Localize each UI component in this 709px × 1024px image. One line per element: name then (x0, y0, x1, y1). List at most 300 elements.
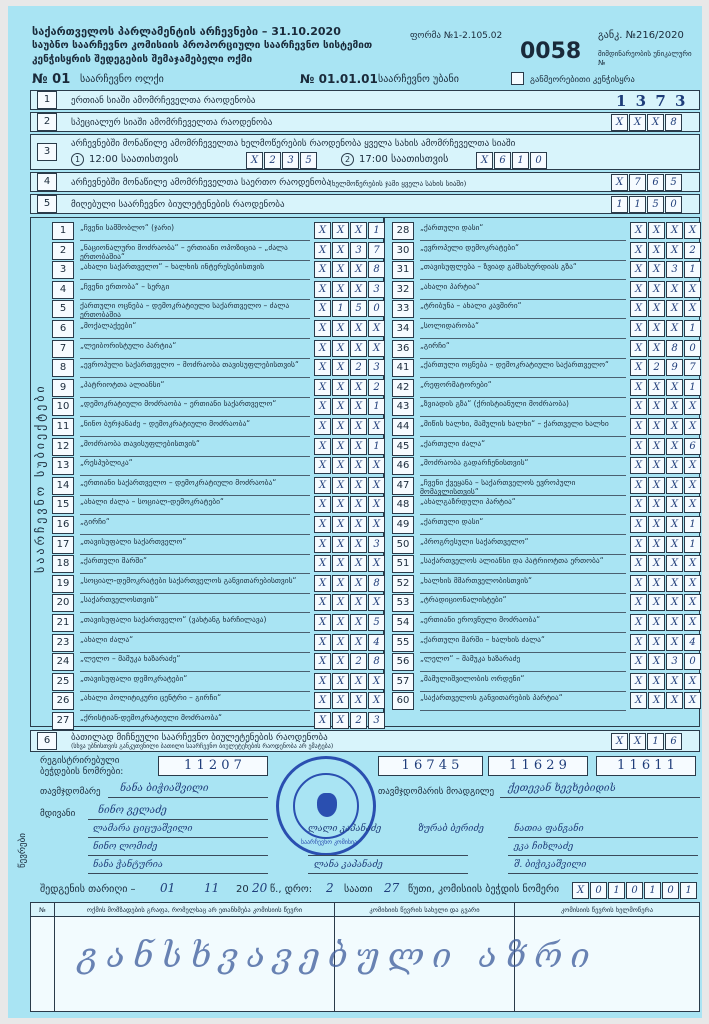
vote-cell[interactable]: 8 (666, 340, 683, 357)
vote-cell[interactable]: X (350, 340, 367, 357)
vote-cell[interactable]: 1 (368, 398, 385, 415)
vote-cell[interactable]: 8 (368, 261, 385, 278)
vote-cell[interactable]: 0 (684, 653, 701, 670)
vote-cell[interactable]: X (350, 536, 367, 553)
vote-cell[interactable]: X (666, 536, 683, 553)
vote-cell[interactable]: X (350, 438, 367, 455)
row-number: 6 (37, 732, 57, 750)
vote-cell[interactable]: X (648, 516, 665, 533)
vote-cell[interactable]: 1 (368, 222, 385, 239)
vote-cell[interactable]: X (630, 281, 647, 298)
party-vote-cells (314, 555, 386, 572)
vote-cell[interactable]: X (630, 320, 647, 337)
vote-cell[interactable]: X (350, 320, 367, 337)
vote-cell[interactable]: X (666, 222, 683, 239)
member-name: შ. ბიჭიკაშვილი (514, 860, 587, 870)
vote-cell[interactable]: X (648, 300, 665, 317)
vote-cell[interactable]: X (350, 634, 367, 651)
vote-cell[interactable]: 5 (368, 614, 385, 631)
vote-cell[interactable]: 2 (350, 653, 367, 670)
vote-cell[interactable]: X (630, 438, 647, 455)
emblem-icon (317, 793, 337, 817)
vote-cell[interactable]: 1 (368, 438, 385, 455)
row-divider (420, 299, 626, 300)
row-divider (420, 416, 626, 417)
vote-cell[interactable]: 1 (684, 536, 701, 553)
vote-cell[interactable]: 3 (368, 281, 385, 298)
vote-cell[interactable]: X (368, 496, 385, 513)
vote-cell[interactable]: X (648, 692, 665, 709)
vote-cell[interactable]: X (648, 614, 665, 631)
vote-cell[interactable]: X (314, 692, 331, 709)
vote-cell[interactable]: X (350, 555, 367, 572)
vote-cell[interactable]: X (332, 614, 349, 631)
row-divider (80, 358, 310, 359)
vote-cell[interactable]: X (666, 242, 683, 259)
vote-cell[interactable]: X (666, 516, 683, 533)
value-cell[interactable]: X (476, 152, 493, 169)
protocol-number: 0058 (520, 39, 582, 64)
vote-cell[interactable]: 2 (648, 359, 665, 376)
party-name: „საქართველოს განვითარების პარტია“ (420, 693, 563, 703)
vote-cell[interactable]: 9 (666, 359, 683, 376)
party-vote-cells (314, 614, 386, 631)
date-mid: წ., დრო: (270, 884, 313, 895)
value-cell[interactable]: 5 (647, 196, 664, 213)
vote-cell[interactable]: 7 (368, 242, 385, 259)
party-vote-cells (314, 340, 386, 357)
vote-cell[interactable]: X (630, 300, 647, 317)
vote-cell[interactable]: X (648, 594, 665, 611)
vote-cell[interactable]: X (314, 359, 331, 376)
empty-cell (31, 917, 55, 1012)
date-year[interactable]: 20 (252, 881, 268, 895)
vote-cell[interactable]: 0 (684, 340, 701, 357)
vote-cell[interactable]: X (630, 496, 647, 513)
vote-cell[interactable]: X (332, 379, 349, 396)
vote-cell[interactable]: X (350, 516, 367, 533)
vote-cell[interactable]: X (350, 398, 367, 415)
vote-cell[interactable]: 1 (332, 300, 349, 317)
vote-cell[interactable]: X (368, 477, 385, 494)
value-cell[interactable]: 1 (512, 152, 529, 169)
vote-cell[interactable]: X (684, 673, 701, 690)
vote-cell[interactable]: 8 (368, 575, 385, 592)
value-cell[interactable]: 7 (629, 174, 646, 191)
vote-cell[interactable]: X (314, 575, 331, 592)
vote-cell[interactable]: 4 (368, 634, 385, 651)
party-number: 33 (392, 300, 414, 318)
seal-cell[interactable]: 0 (590, 882, 607, 899)
vote-cell[interactable]: X (684, 477, 701, 494)
party-number: 9 (52, 379, 74, 397)
value-cell[interactable]: 8 (665, 114, 682, 131)
vote-cell[interactable]: X (314, 242, 331, 259)
row-divider (80, 534, 310, 535)
vote-cell[interactable]: 3 (368, 536, 385, 553)
party-vote-cells (630, 379, 702, 396)
vote-cell[interactable]: X (314, 261, 331, 278)
vote-cell[interactable]: 3 (350, 242, 367, 259)
time-hour[interactable]: 2 (326, 881, 334, 895)
vote-cell[interactable]: X (314, 222, 331, 239)
vote-cell[interactable]: X (666, 320, 683, 337)
vote-cell[interactable]: X (314, 712, 331, 729)
vote-cell[interactable]: X (630, 555, 647, 572)
vote-cell[interactable]: X (350, 457, 367, 474)
row-label-note: (ხელმოწერების ჯამი ყველა სახის სიაში) (329, 180, 467, 188)
vote-cell[interactable]: X (350, 477, 367, 494)
value-cell[interactable]: X (611, 114, 628, 131)
vote-cell[interactable]: X (332, 457, 349, 474)
vote-cell[interactable]: X (684, 614, 701, 631)
value-cell[interactable]: X (647, 114, 664, 131)
reg-numbers-label: რეგისტრირებული ბეჭდების ნომრები: (40, 756, 124, 777)
vote-cell[interactable]: X (648, 673, 665, 690)
vote-cell[interactable]: 5 (350, 300, 367, 317)
vote-cell[interactable]: X (368, 692, 385, 709)
value-cell[interactable]: 5 (300, 152, 317, 169)
vote-cell[interactable]: X (314, 340, 331, 357)
vote-cell[interactable]: X (332, 438, 349, 455)
vote-cell[interactable]: 1 (684, 320, 701, 337)
vote-cell[interactable]: X (666, 555, 683, 572)
vote-cell[interactable]: X (684, 222, 701, 239)
vote-cell[interactable]: 3 (368, 712, 385, 729)
value-cell[interactable]: X (611, 733, 628, 750)
seal-cell[interactable]: 0 (626, 882, 643, 899)
vote-cell[interactable]: 1 (684, 261, 701, 278)
value-cell[interactable]: X (246, 152, 263, 169)
value-cell[interactable]: 1 (611, 196, 628, 213)
vote-cell[interactable]: X (630, 594, 647, 611)
member-name: ლამარა ციცუაშვილი (93, 824, 193, 834)
vote-cell[interactable]: X (630, 359, 647, 376)
vote-cell[interactable]: X (332, 653, 349, 670)
vote-cell[interactable]: X (666, 398, 683, 415)
vote-cell[interactable]: X (666, 418, 683, 435)
vote-cell[interactable]: X (630, 634, 647, 651)
party-number: 26 (52, 692, 74, 710)
reg-number-2[interactable]: 1 6 7 4 5 (378, 756, 483, 776)
vote-cell[interactable]: X (684, 555, 701, 572)
row-label-note: (სხვა უბნისთვის განკუთვნილი ბათილი საარჩევნო ბიულეტენების რაოდენობა არ ემატება) (71, 743, 334, 750)
vote-cell[interactable]: X (332, 673, 349, 690)
vote-cell[interactable]: X (684, 281, 701, 298)
vote-cell[interactable]: X (332, 516, 349, 533)
vote-cell[interactable]: 3 (666, 261, 683, 278)
vote-cell[interactable]: X (314, 496, 331, 513)
vote-cell[interactable]: X (648, 575, 665, 592)
vote-cell[interactable]: X (314, 379, 331, 396)
vote-cell[interactable]: X (350, 418, 367, 435)
vote-cell[interactable]: X (684, 692, 701, 709)
vote-cell[interactable]: X (368, 418, 385, 435)
vote-cell[interactable]: X (666, 496, 683, 513)
vote-cell[interactable]: X (648, 261, 665, 278)
vote-cell[interactable]: X (648, 653, 665, 670)
row-divider (420, 436, 626, 437)
vote-cell[interactable]: 3 (368, 359, 385, 376)
row-divider (420, 573, 626, 574)
party-vote-cells (314, 594, 386, 611)
vote-cell[interactable]: X (630, 673, 647, 690)
vote-cell[interactable]: X (666, 575, 683, 592)
vote-cell[interactable]: X (332, 496, 349, 513)
vote-cell[interactable]: X (630, 614, 647, 631)
vote-cell[interactable]: X (332, 320, 349, 337)
time-minute[interactable]: 27 (384, 881, 400, 895)
vote-cell[interactable]: X (332, 242, 349, 259)
date-month[interactable]: 11 (204, 881, 220, 895)
vote-cell[interactable]: X (332, 477, 349, 494)
vote-cell[interactable]: X (630, 516, 647, 533)
party-vote-cells (630, 281, 702, 298)
vote-cell[interactable]: X (630, 653, 647, 670)
party-number: 17 (52, 536, 74, 554)
vote-cell[interactable]: X (350, 673, 367, 690)
vote-cell[interactable]: X (332, 555, 349, 572)
vote-cell[interactable]: X (684, 457, 701, 474)
vote-cell[interactable]: X (648, 222, 665, 239)
row-label: ბათილად მიჩნეული საარჩევნო ბიულეტენების რაოდენობა (71, 733, 328, 743)
vote-cell[interactable]: X (684, 575, 701, 592)
row-divider (420, 456, 626, 457)
seal-cell[interactable]: X (572, 882, 589, 899)
vote-cell[interactable]: X (630, 575, 647, 592)
vote-cell[interactable]: 2 (350, 712, 367, 729)
row-divider (80, 612, 310, 613)
vote-cell[interactable]: X (648, 281, 665, 298)
seal-cell[interactable]: 1 (680, 882, 697, 899)
value-cell[interactable]: 0 (665, 196, 682, 213)
vote-cell[interactable]: X (350, 614, 367, 631)
vote-cell[interactable]: X (648, 496, 665, 513)
vote-cell[interactable]: X (314, 516, 331, 533)
vote-cell[interactable]: X (350, 575, 367, 592)
vote-cell[interactable]: X (314, 594, 331, 611)
vote-cell[interactable]: X (314, 438, 331, 455)
vote-cell[interactable]: X (666, 438, 683, 455)
vote-cell[interactable]: X (666, 692, 683, 709)
vote-cell[interactable]: X (648, 536, 665, 553)
vote-cell[interactable]: X (648, 457, 665, 474)
vote-cell[interactable]: X (314, 418, 331, 435)
col-section-header: ოქმის მომზადების გრაფა, რომელსაც არ ეთანხმება კომისიის წევრი (55, 903, 335, 917)
vote-cell[interactable]: 8 (368, 653, 385, 670)
party-vote-cells (630, 634, 702, 651)
time-2-label: 17:00 საათისთვის (359, 154, 449, 165)
vote-cell[interactable]: X (666, 281, 683, 298)
vote-cell[interactable]: X (368, 673, 385, 690)
vote-cell[interactable]: 2 (368, 379, 385, 396)
vote-cell[interactable]: X (314, 673, 331, 690)
party-number: 44 (392, 418, 414, 436)
member-name: ზურაბ ბერიძე (418, 824, 484, 834)
vote-cell[interactable]: X (630, 242, 647, 259)
vote-cell[interactable]: X (350, 281, 367, 298)
vote-cell[interactable]: X (666, 457, 683, 474)
vote-cell[interactable]: X (350, 379, 367, 396)
value-cell[interactable]: 3 (282, 152, 299, 169)
vote-cell[interactable]: X (666, 477, 683, 494)
reg-number-1[interactable]: 1 1 2 0 7 (158, 756, 268, 776)
value-cell[interactable]: 0 (530, 152, 547, 169)
vote-cell[interactable]: X (684, 594, 701, 611)
vote-cell[interactable]: X (332, 594, 349, 611)
vote-cell[interactable]: X (648, 320, 665, 337)
vote-cell[interactable]: X (332, 634, 349, 651)
value-cell[interactable]: 5 (665, 174, 682, 191)
vote-cell[interactable]: X (332, 712, 349, 729)
vote-cell[interactable]: X (630, 477, 647, 494)
repeat-vote-checkbox[interactable] (511, 72, 524, 85)
vote-cell[interactable]: X (314, 300, 331, 317)
vote-cell[interactable]: X (332, 281, 349, 298)
reg-number-3[interactable]: 1 1 6 2 9 (488, 756, 588, 776)
vote-cell[interactable]: X (630, 536, 647, 553)
value-cell[interactable]: 1 (647, 733, 664, 750)
vote-cell[interactable]: X (350, 594, 367, 611)
vote-cell[interactable]: X (648, 379, 665, 396)
row-divider (420, 593, 626, 594)
vote-cell[interactable]: X (630, 457, 647, 474)
vote-cell[interactable]: 1 (684, 379, 701, 396)
party-vote-cells (630, 477, 702, 494)
vote-cell[interactable]: X (350, 692, 367, 709)
vote-cell[interactable]: X (648, 477, 665, 494)
value-cell[interactable]: 6 (494, 152, 511, 169)
vote-cell[interactable]: 1 (684, 516, 701, 533)
party-number: 55 (392, 634, 414, 652)
vote-cell[interactable]: X (648, 438, 665, 455)
vote-cell[interactable]: X (350, 261, 367, 278)
vote-cell[interactable]: X (684, 398, 701, 415)
vote-cell[interactable]: X (314, 653, 331, 670)
seal-cell[interactable]: 1 (644, 882, 661, 899)
vote-cell[interactable]: X (314, 555, 331, 572)
value-cell[interactable]: 6 (665, 733, 682, 750)
party-name: „ჩვენი ერთობა“ – სერგი (80, 281, 170, 291)
value-cell[interactable]: 1 (629, 196, 646, 213)
seal-cell[interactable]: 0 (662, 882, 679, 899)
vote-cell[interactable]: X (684, 300, 701, 317)
vote-cell[interactable]: X (332, 261, 349, 278)
party-name: „ტრიბუნა – ახალი კავშირი“ (420, 301, 522, 311)
vote-cell[interactable]: X (368, 594, 385, 611)
vote-cell[interactable]: X (368, 516, 385, 533)
party-name: „ნაციონალური მოძრაობა“ – ერთიანი ოპოზიცია – „ძალა ერთობაშია“ (80, 242, 288, 261)
vote-cell[interactable]: X (314, 457, 331, 474)
vote-cell[interactable]: X (332, 340, 349, 357)
vote-cell[interactable]: X (666, 300, 683, 317)
party-name: „ერთიანი ეროვნული მოძრაობა“ (420, 615, 541, 624)
party-name: „ლელო – მამუკა ხაზარაძე“ (80, 654, 181, 664)
vote-cell[interactable]: X (684, 418, 701, 435)
seal-cell[interactable]: 1 (608, 882, 625, 899)
vote-cell[interactable]: X (648, 340, 665, 357)
vote-cell[interactable]: X (332, 398, 349, 415)
vote-cell[interactable]: X (684, 496, 701, 513)
vote-cell[interactable]: X (332, 222, 349, 239)
party-number: 13 (52, 457, 74, 475)
vote-cell[interactable]: X (666, 594, 683, 611)
vote-cell[interactable]: X (332, 359, 349, 376)
vote-cell[interactable]: X (332, 536, 349, 553)
vote-cell[interactable]: X (630, 398, 647, 415)
vote-cell[interactable]: X (332, 692, 349, 709)
row-divider (420, 240, 626, 241)
subjects-side-label: საარჩევნო სუბიექტები (33, 383, 47, 573)
vote-cell[interactable]: X (630, 261, 647, 278)
vote-cell[interactable]: X (648, 555, 665, 572)
vote-cell[interactable]: X (666, 673, 683, 690)
vote-cell[interactable]: X (314, 398, 331, 415)
vote-cell[interactable]: X (648, 398, 665, 415)
vote-cell[interactable]: 0 (368, 300, 385, 317)
value-cell[interactable]: 2 (264, 152, 281, 169)
vote-cell[interactable]: X (314, 614, 331, 631)
row-divider (420, 632, 626, 633)
party-vote-cells (630, 261, 702, 278)
value-cell[interactable]: X (611, 174, 628, 191)
vote-cell[interactable]: X (314, 281, 331, 298)
vote-cell[interactable]: X (368, 340, 385, 357)
vote-cell[interactable]: X (314, 477, 331, 494)
vote-cell[interactable]: X (648, 242, 665, 259)
vote-cell[interactable]: X (332, 575, 349, 592)
vote-cell[interactable]: X (314, 320, 331, 337)
vote-cell[interactable]: X (666, 614, 683, 631)
vote-cell[interactable]: X (314, 536, 331, 553)
vote-cell[interactable]: 4 (684, 634, 701, 651)
party-name: „გირჩი“ (420, 340, 450, 350)
row-number: 4 (37, 173, 57, 191)
value-cell[interactable]: 6 (647, 174, 664, 191)
row-divider (80, 554, 310, 555)
vote-cell[interactable]: X (648, 418, 665, 435)
vote-cell[interactable]: X (368, 555, 385, 572)
vote-cell[interactable]: X (630, 340, 647, 357)
vote-cell[interactable]: X (666, 634, 683, 651)
vote-cell[interactable]: X (314, 634, 331, 651)
party-number: 51 (392, 555, 414, 573)
vote-cell[interactable]: X (368, 320, 385, 337)
vote-cell[interactable]: 2 (350, 359, 367, 376)
vote-cell[interactable]: 2 (684, 242, 701, 259)
vote-cell[interactable]: X (368, 457, 385, 474)
party-number: 54 (392, 614, 414, 632)
vote-cell[interactable]: X (350, 496, 367, 513)
vote-cell[interactable]: X (332, 418, 349, 435)
vote-cell[interactable]: X (630, 222, 647, 239)
reg-number-4[interactable]: 1 1 6 1 1 (596, 756, 696, 776)
vote-cell[interactable]: 7 (684, 359, 701, 376)
vote-cell[interactable]: X (630, 418, 647, 435)
vote-cell[interactable]: X (648, 634, 665, 651)
party-vote-cells (314, 477, 386, 494)
vote-cell[interactable]: X (350, 222, 367, 239)
value-cell[interactable]: X (629, 114, 646, 131)
value-cell[interactable]: X (629, 733, 646, 750)
vote-cell[interactable]: 3 (666, 653, 683, 670)
vote-cell[interactable]: X (666, 379, 683, 396)
member-name: ლალი კაპანაძე (308, 824, 382, 834)
date-day[interactable]: 01 (160, 881, 176, 895)
vote-cell[interactable]: 6 (684, 438, 701, 455)
vote-cell[interactable]: X (630, 692, 647, 709)
vote-cell[interactable]: X (630, 379, 647, 396)
